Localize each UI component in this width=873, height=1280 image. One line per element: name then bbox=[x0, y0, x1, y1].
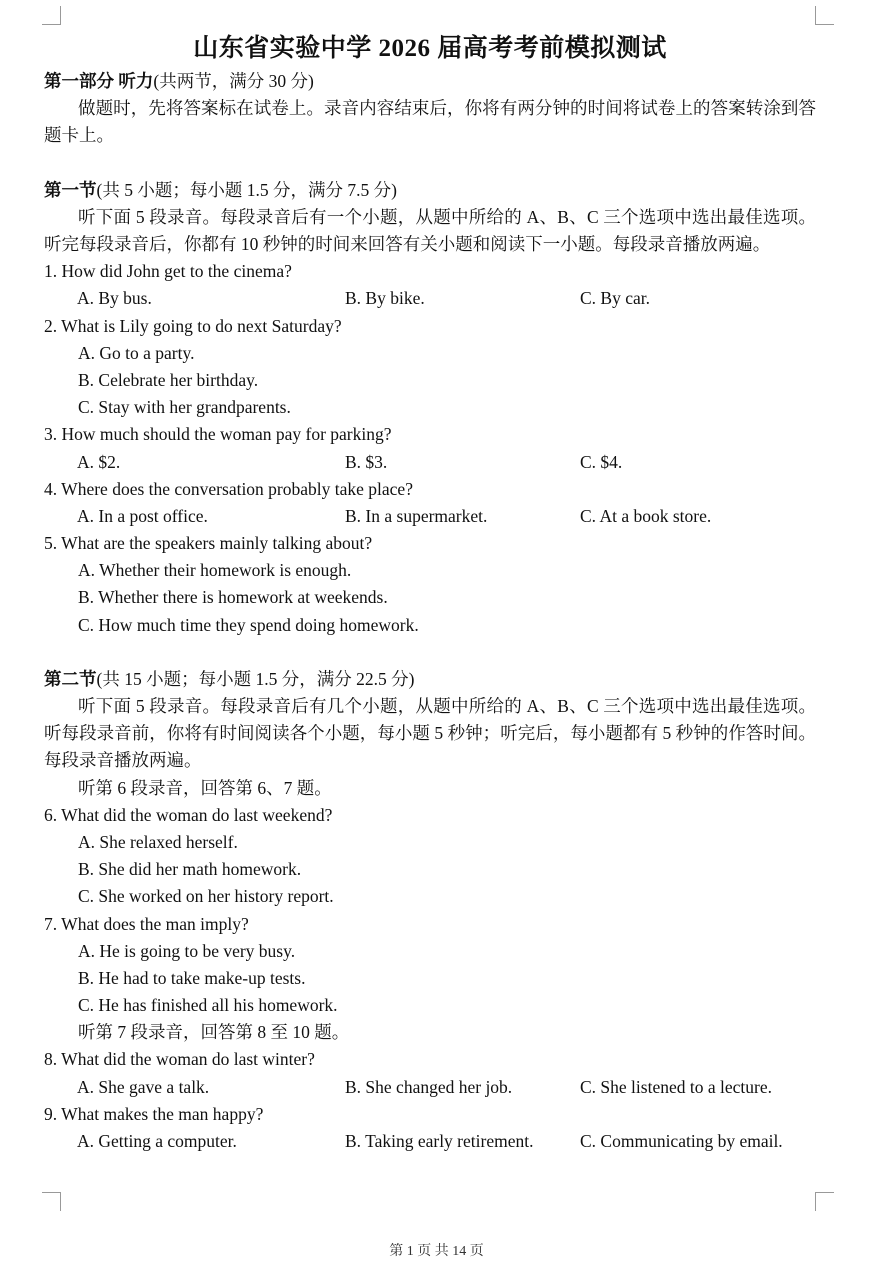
option-c: C. Stay with her grandparents. bbox=[78, 397, 291, 418]
section2-heading: 第二节 bbox=[44, 668, 97, 689]
option-b: B. He had to take make-up tests. bbox=[78, 967, 306, 988]
option-c: C. Communicating by email. bbox=[580, 1131, 783, 1152]
question-stem: 1. How did John get to the cinema? bbox=[44, 261, 292, 282]
option-a: A. She relaxed herself. bbox=[78, 831, 238, 852]
option-c: C. $4. bbox=[580, 451, 623, 472]
question-stem: 7. What does the man imply? bbox=[44, 913, 249, 934]
question-options-row bbox=[44, 285, 816, 312]
question-options-row bbox=[44, 449, 816, 476]
option-c: C. By car. bbox=[580, 288, 650, 309]
question-stem: 8. What did the woman do last winter? bbox=[44, 1049, 315, 1070]
exam-page bbox=[44, 30, 816, 1155]
option-c: C. She worked on her history report. bbox=[78, 886, 334, 907]
part1-heading-line bbox=[44, 68, 816, 95]
question-stem: 9. What makes the man happy? bbox=[44, 1103, 264, 1124]
option-a: A. Whether their homework is enough. bbox=[78, 560, 352, 581]
section2-instruction: 听下面 5 段录音。每段录音后有几个小题，从题中所给的 A、B、C 三个选项中选出最佳选项。听每段录音前，你将有时间阅读各个小题，每小题 5 秒钟；听完后，每小题都有 5 秒钟的作答时间。每段录音播放两遍。 bbox=[44, 696, 816, 771]
exam-title: 山东省实验中学 2026 届高考考前模拟测试 bbox=[193, 35, 667, 62]
question-options-row bbox=[44, 503, 816, 530]
section2-heading-line bbox=[44, 666, 816, 693]
option-c: C. How much time they spend doing homework. bbox=[78, 614, 419, 635]
question-options-row bbox=[44, 1074, 816, 1101]
crop-mark-top-right bbox=[815, 6, 834, 25]
question-stem: 2. What is Lily going to do next Saturday? bbox=[44, 315, 342, 336]
section1-heading-line bbox=[44, 177, 816, 204]
option-c: C. He has finished all his homework. bbox=[78, 995, 338, 1016]
question-stem: 3. How much should the woman pay for parking? bbox=[44, 424, 392, 445]
option-a: A. Go to a party. bbox=[78, 342, 195, 363]
option-b: B. By bike. bbox=[345, 288, 425, 309]
option-b: B. In a supermarket. bbox=[345, 505, 488, 526]
part1-heading-note: (共两节，满分 30 分) bbox=[153, 71, 314, 91]
option-c: C. She listened to a lecture. bbox=[580, 1076, 772, 1097]
part1-heading: 第一部分 听力 bbox=[44, 71, 154, 91]
section1-heading: 第一节 bbox=[44, 179, 97, 200]
option-a: A. By bus. bbox=[77, 288, 152, 309]
part1-instruction: 做题时，先将答案标在试卷上。录音内容结束后，你将有两分钟的时间将试卷上的答案转涂到答题卡上。 bbox=[44, 98, 816, 146]
option-a: A. In a post office. bbox=[77, 505, 208, 526]
option-a: A. Getting a computer. bbox=[77, 1131, 237, 1152]
option-b: B. Taking early retirement. bbox=[345, 1131, 534, 1152]
crop-mark-bottom-right bbox=[815, 1192, 834, 1211]
option-a: A. $2. bbox=[77, 451, 121, 472]
section2-heading-note: (共 15 小题；每小题 1.5 分，满分 22.5 分) bbox=[96, 668, 415, 689]
option-b: B. She changed her job. bbox=[345, 1076, 513, 1097]
passage-note: 听第 7 段录音，回答第 8 至 10 题。 bbox=[78, 1022, 350, 1043]
option-c: C. At a book store. bbox=[580, 505, 712, 526]
option-b: B. $3. bbox=[345, 451, 388, 472]
crop-mark-bottom-left bbox=[42, 1192, 61, 1211]
crop-mark-top-left bbox=[42, 6, 61, 25]
option-a: A. She gave a talk. bbox=[77, 1076, 210, 1097]
question-stem: 6. What did the woman do last weekend? bbox=[44, 804, 333, 825]
section1-heading-note: (共 5 小题；每小题 1.5 分，满分 7.5 分) bbox=[96, 179, 397, 200]
passage-note: 听第 6 段录音，回答第 6、7 题。 bbox=[78, 777, 332, 798]
question-options-row bbox=[44, 1128, 816, 1155]
option-a: A. He is going to be very busy. bbox=[78, 940, 296, 961]
option-b: B. She did her math homework. bbox=[78, 859, 302, 880]
option-b: B. Celebrate her birthday. bbox=[78, 369, 259, 390]
question-stem: 5. What are the speakers mainly talking about? bbox=[44, 533, 373, 554]
question-stem: 4. Where does the conversation probably take place? bbox=[44, 478, 413, 499]
section1-instruction: 听下面 5 段录音。每段录音后有一个小题，从题中所给的 A、B、C 三个选项中选出最佳选项。听完每段录音后，你都有 10 秒钟的时间来回答有关小题和阅读下一小题。每段录音播放两遍。 bbox=[44, 206, 816, 254]
option-b: B. Whether there is homework at weekends. bbox=[78, 587, 388, 608]
page-footer: 第 1 页 共 14 页 bbox=[389, 1244, 484, 1259]
